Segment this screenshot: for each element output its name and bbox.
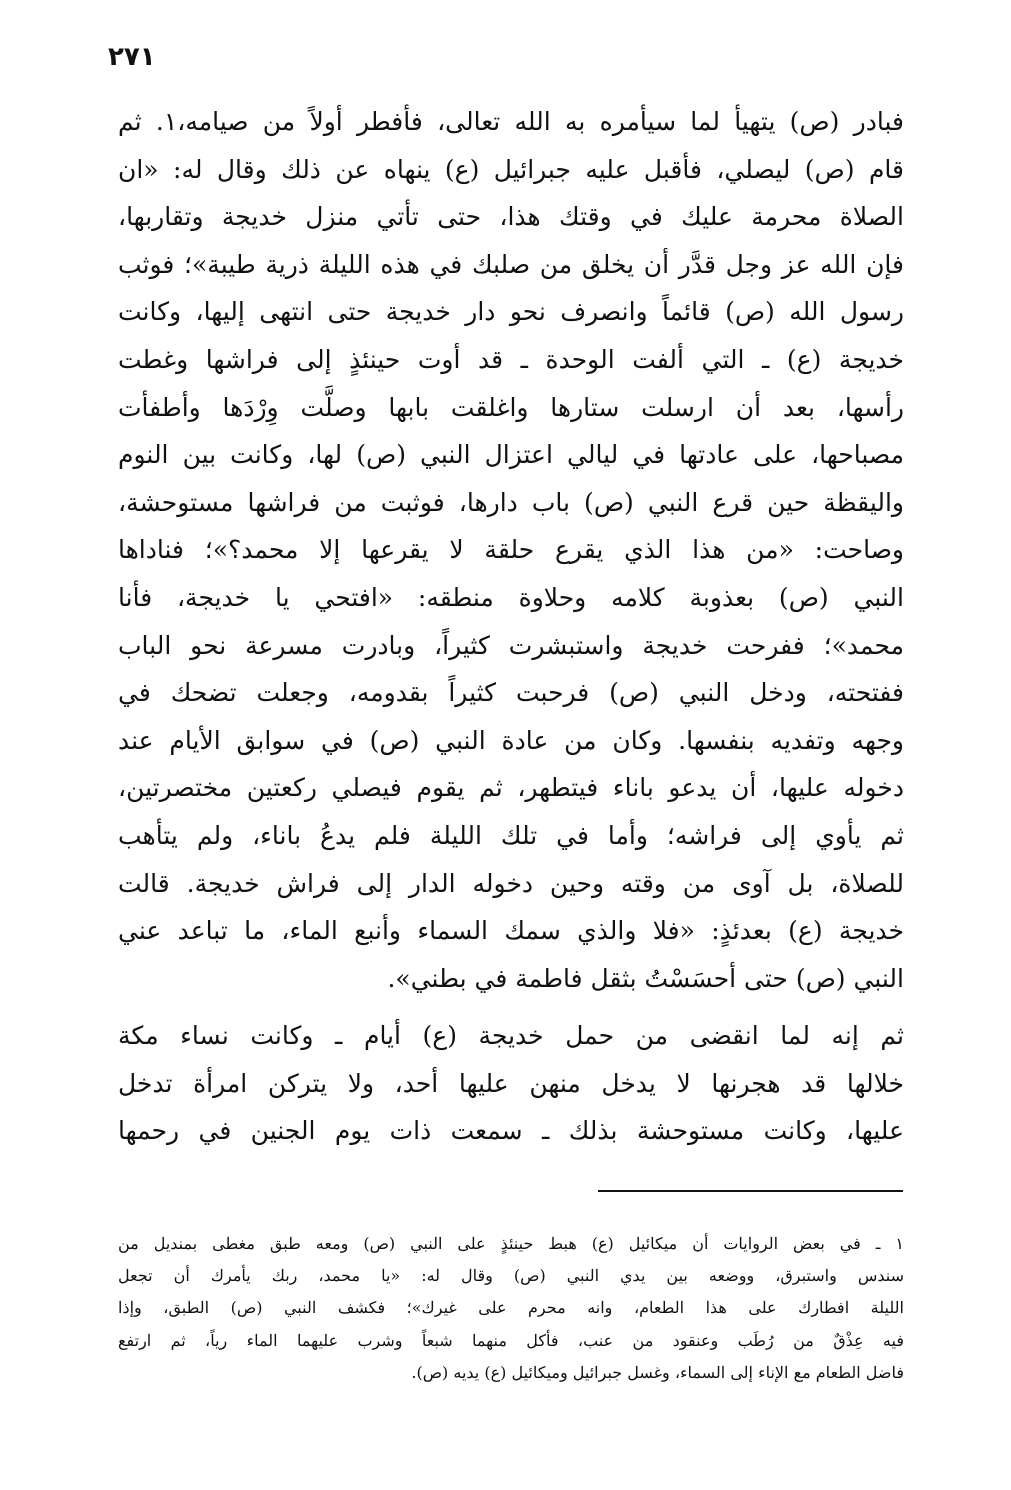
text-line: ثم يأوي إلى فراشه؛ وأما في تلك الليلة فلم يدعُ باناء، ولم يتأهب (118, 820, 904, 850)
footnote-separator (598, 1190, 903, 1192)
footnote-line: سندس واستبرق، ووضعه بين يدي النبي (ص) وقال له: «يا محمد، ربك يأمرك أن تجعل (118, 1266, 904, 1286)
text-line: النبي (ص) بعذوبة كلامه وحلاوة منطقه: «افتحي يا خديجة، فأنا (118, 582, 904, 612)
text-line: دخوله عليها، أن يدعو باناء فيتطهر، ثم يقوم فيصلي ركعتين مختصرتين، (118, 773, 904, 803)
text-line: خلالها قد هجرنها لا يدخل منهن عليها أحد، ولا يتركن امرأة تدخل (118, 1068, 904, 1098)
text-line: النبي (ص) حتى أحسَسْتُ بثقل فاطمة في بطني». (387, 963, 904, 993)
text-line: للصلاة، بل آوى من وقته وحين دخوله الدار إلى فراش خديجة. قالت (118, 868, 904, 898)
footnote (118, 1228, 904, 1389)
text-line: رسول الله (ص) قائماً وانصرف نحو دار خديجة حتى انتهى إليها، وكانت (118, 297, 904, 327)
text-line: خديجة (ع) بعدئذٍ: «فلا والذي سمك السماء وأنبع الماء، ما تباعد عني (118, 916, 904, 946)
text-line: الصلاة محرمة عليك في وقتك هذا، حتى تأتي منزل خديجة وتقاربها، (118, 202, 904, 232)
text-line: ثم إنه لما انقضى من حمل خديجة (ع) أيام ـ وكانت نساء مكة (118, 1021, 904, 1051)
text-line: مصباحها، على عادتها في ليالي اعتزال النبي (ص) لها، وكانت بين النوم (118, 440, 904, 470)
paragraph-gap (118, 1002, 904, 1012)
text-line: واليقظة حين قرع النبي (ص) باب دارها، فوثبت من فراشها مستوحشة، (118, 487, 904, 517)
text-line: فإن الله عز وجل قدَّر أن يخلق من صلبك في هذه الليلة ذرية طيبة»؛ فوثب (118, 249, 904, 279)
text-line: محمد»؛ ففرحت خديجة واستبشرت كثيراً، وبادرت مسرعة نحو الباب (118, 630, 904, 660)
text-line: قام (ص) ليصلي، فأقبل عليه جبرائيل (ع) ينهاه عن ذلك وقال له: «ان (118, 154, 904, 184)
footnote-line: ١ ـ في بعض الروايات أن ميكائيل (ع) هبط حينئذٍ على النبي (ص) ومعه طبق مغطى بمنديل من (118, 1234, 904, 1253)
text-line: وصاحت: «من هذا الذي يقرع حلقة لا يقرعها إلا محمد؟»؛ فناداها (118, 535, 904, 565)
main-text (118, 98, 904, 1155)
page-number: ٢٧١ (108, 42, 156, 72)
text-line: رأسها، بعد أن ارسلت ستارها واغلقت بابها وصلَّت وِرْدَها وأطفأت (118, 392, 904, 422)
text-line: فبادر (ص) يتهيأ لما سيأمره به الله تعالى، فأفطر أولاً من صيامه،١. ثم (118, 107, 904, 136)
text-line: وجهه وتفديه بنفسها. وكان من عادة النبي (ص) في سوابق الأيام عند (118, 725, 904, 755)
text-line: ففتحته، ودخل النبي (ص) فرحبت كثيراً بقدومه، وجعلت تضحك في (118, 678, 904, 708)
footnote-line: فيه عِذْقٌ من رُطَب وعنقود من عنب، فأكل منهما شبعاً وشرب عليهما الماء رياً، ثم ارتفع (118, 1330, 904, 1350)
footnote-line: الليلة افطارك على هذا الطعام، وانه محرم على غيرك»؛ فكشف النبي (ص) الطبق، وإذا (118, 1298, 904, 1318)
text-line: خديجة (ع) ـ التي ألفت الوحدة ـ قد أوت حينئذٍ إلى فراشها وغطت (118, 344, 904, 374)
text-line: عليها، وكانت مستوحشة بذلك ـ سمعت ذات يوم الجنين في رحمها (118, 1116, 904, 1146)
footnote-line: فاضل الطعام مع الإناء إلى السماء، وغسل جبرائيل وميكائيل (ع) يديه (ص). (411, 1362, 904, 1382)
